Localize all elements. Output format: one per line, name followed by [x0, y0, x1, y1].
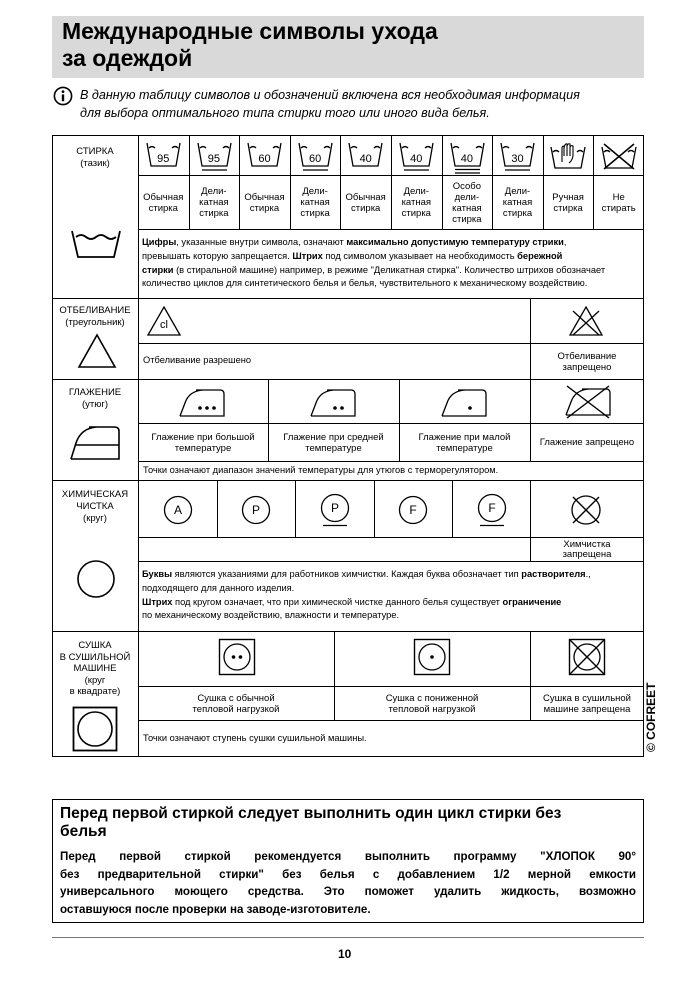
- wash-symbol-60-delicate: [290, 136, 341, 175]
- bold-text: Штрих: [292, 250, 323, 261]
- wash-label: [290, 176, 341, 229]
- wash-label-line: Не: [612, 191, 625, 203]
- wash-temp: 40: [460, 152, 474, 165]
- dry-clean-description: [142, 568, 642, 623]
- text: ,: [563, 237, 567, 247]
- dry-clean-header-line-3: (круг): [83, 513, 107, 524]
- tumble-header-line: МАШИНЕ: [73, 663, 117, 674]
- dry-clean-symbol-f-gentle: [477, 493, 507, 527]
- text: под символом указывает на необходимость: [322, 250, 518, 261]
- no-bleach-icon: [568, 305, 604, 337]
- grid-line: [295, 480, 296, 537]
- wash-label-line: стирка: [148, 202, 178, 214]
- wash-symbol-40-very-delicate: [442, 136, 493, 175]
- label-line: Отбеливание: [557, 350, 617, 362]
- bleach-symbol-text: cl: [160, 318, 168, 331]
- bleach-allowed-symbol: [146, 305, 182, 337]
- dry-clean-symbol-a: [163, 495, 193, 525]
- wash-label: [340, 176, 391, 229]
- iron-high-temp-icon: [177, 387, 227, 418]
- tumble-dry-icon: [72, 706, 118, 752]
- notice-text-line: оставшуюся после проверки на заводе-изготовителе.: [60, 902, 371, 916]
- wash-label-line: катная: [502, 197, 533, 208]
- wash-label-line: Ручная: [552, 191, 584, 203]
- label-line: Глажение при средней: [283, 431, 384, 443]
- label-line: Сушка с пониженной: [385, 692, 479, 704]
- wash-symbol-95-delicate: [189, 136, 240, 175]
- wash-label-line: стирка: [502, 208, 533, 219]
- wash-desc-line-3: [142, 264, 642, 278]
- label-line: Сушка с обычной: [197, 692, 275, 704]
- wash-label: [239, 176, 290, 229]
- grid-line: [374, 480, 375, 537]
- dry-clean-header-line-2: ЧИСТКА: [76, 501, 114, 512]
- grid-line: [52, 298, 644, 299]
- bold-text: стирки: [142, 264, 174, 275]
- text: под кругом означает, что при химической чистке данного белья существует: [172, 596, 503, 607]
- tumble-header-line: в квадрате): [69, 686, 121, 697]
- dry-clean-desc-line-1: [142, 568, 642, 582]
- dry-clean-symbol-p-gentle: [320, 493, 350, 527]
- iron-label: [268, 424, 399, 461]
- grid-line: [52, 631, 644, 632]
- wash-label: [138, 176, 189, 229]
- iron-dots-note: Точки означают диапазон значений температуры для утюгов с терморегулятором.: [143, 465, 499, 475]
- wash-label-line: стирка: [300, 208, 330, 219]
- wash-desc-line-4: количество циклов для синтетического белья и белья, чувствительного к механическому воздействию.: [142, 278, 588, 289]
- wash-desc-line-1: [142, 236, 642, 250]
- wash-label: [492, 176, 543, 229]
- wash-temp: 30: [511, 152, 524, 165]
- wash-temp: 60: [258, 152, 271, 165]
- label-line: Глажение при малой: [418, 431, 511, 443]
- info-icon: [53, 86, 73, 106]
- tumble-label: [530, 687, 644, 720]
- grid-line: [138, 720, 644, 721]
- tumble-label: [138, 687, 334, 720]
- text: являются указаниями для работников химчистки. Каждая буква обозначает тип: [172, 569, 522, 579]
- tumble-dots-note: Точки означают ступень сушки сушильной машины.: [143, 733, 367, 743]
- circle-icon: [76, 559, 116, 599]
- no-tumble-dry-icon: [568, 638, 606, 676]
- grid-line: [452, 480, 453, 537]
- notice-text-line: Перед первой стиркой рекомендуется выполнить программу "ХЛОПОК 90°: [60, 850, 636, 863]
- dry-clean-forbidden-label: [530, 538, 644, 561]
- do-not-wash-icon: [601, 142, 637, 170]
- iron-medium-temp-icon: [308, 387, 358, 418]
- grid-line: [138, 561, 644, 562]
- wash-label-line: катная: [199, 197, 229, 208]
- wash-label-line: Обычная: [244, 191, 285, 203]
- wash-description: [142, 236, 642, 291]
- iron-header: [54, 387, 136, 411]
- bleach-header-line-1: ОТБЕЛИВАНИЕ: [59, 305, 131, 316]
- wash-temp: 95: [207, 152, 221, 165]
- page-title-line-2: за одеждой: [62, 45, 193, 71]
- bold-text: Цифры: [142, 237, 177, 247]
- dry-clean-header-line-1: ХИМИЧЕСКАЯ: [61, 489, 129, 500]
- wash-label-line: катная: [300, 197, 330, 208]
- wash-label-line: катная: [452, 202, 482, 214]
- iron-header-line-1: ГЛАЖЕНИЕ: [68, 387, 122, 398]
- wash-label: [593, 176, 644, 229]
- solvent-letter: P: [251, 502, 260, 517]
- tumble-label: [334, 687, 530, 720]
- wash-symbol-30-delicate: [492, 136, 543, 175]
- tumble-header-line: В СУШИЛЬНОЙ: [59, 651, 131, 663]
- dry-clean-symbol-f: [398, 495, 428, 525]
- label-line: запрещено: [562, 361, 612, 373]
- solvent-letter: P: [330, 500, 339, 515]
- intro-line-1: В данную таблицу символов и обозначений включена вся необходимая информация: [80, 88, 580, 102]
- text: .,: [585, 569, 591, 579]
- wash-desc-line-2: [142, 250, 642, 264]
- text: превышать которую запрещается.: [142, 250, 293, 261]
- label-line: температуре: [436, 442, 493, 454]
- wash-label-line: стирать: [601, 202, 636, 214]
- wash-label-line: Обычная: [143, 191, 184, 203]
- label-line: Химчистка: [563, 538, 611, 550]
- wash-label-line: дели-: [454, 191, 480, 203]
- wash-label-line: стирка: [401, 208, 431, 219]
- wash-temp: 60: [308, 152, 322, 165]
- wash-symbol-40-delicate: [391, 136, 442, 175]
- dry-clean-desc-line-4: по механическому воздействию, влажности и температуре.: [142, 610, 400, 621]
- grid-line: [52, 379, 644, 380]
- wash-symbol-40-normal: [340, 136, 391, 175]
- notice-text: [60, 848, 636, 918]
- wash-label: [189, 176, 240, 229]
- tumble-header-line: (круг: [84, 674, 106, 686]
- wash-label-line: Дели-: [201, 186, 227, 197]
- wash-label-line: Дели-: [504, 186, 531, 197]
- wash-label-line: Дели-: [403, 186, 429, 197]
- grid-line: [52, 480, 644, 481]
- intro-line-2: для выбора оптимального типа стирки того или иного вида белья.: [80, 106, 490, 120]
- washtub-icon: [70, 229, 122, 259]
- bleach-header-line-2: (треугольник): [65, 317, 125, 328]
- bold-text: Штрих: [142, 596, 173, 607]
- hand-wash-icon: [550, 142, 586, 170]
- solvent-letter: F: [488, 500, 496, 515]
- no-iron-icon: [563, 385, 613, 419]
- tumble-header-line: СУШКА: [78, 640, 112, 651]
- wash-temp: 95: [157, 152, 170, 165]
- dry-clean-header: [54, 489, 136, 525]
- bold-text: Буквы: [142, 569, 173, 579]
- wash-symbol-60-normal: [239, 136, 290, 175]
- bold-text: ограничение: [502, 596, 562, 607]
- text: , указанные внутри символа, означают: [176, 237, 347, 247]
- iron-label: [530, 424, 644, 461]
- solvent-letter: A: [173, 502, 182, 517]
- page-title-line-1: Международные символы ухода: [62, 18, 438, 44]
- solvent-letter: F: [409, 502, 417, 517]
- iron-header-line-2: (утюг): [81, 399, 109, 410]
- iron-low-temp-icon: [439, 387, 489, 418]
- triangle-icon: [77, 333, 117, 369]
- no-dry-clean-icon: [569, 493, 603, 527]
- label-line: запрещена: [562, 548, 612, 560]
- wash-label-line: стирка: [452, 213, 482, 225]
- label-line: Сушка в сушильной: [543, 692, 631, 704]
- wash-label-line: стирка: [249, 202, 280, 214]
- notice-text-line: без предварительной стирки" без белья с добавлением 1/2 мерной емкости: [60, 867, 636, 881]
- bold-text: максимально допустимую температуру стрики: [346, 237, 564, 247]
- notice-title-line-2: белья: [60, 823, 107, 840]
- tumble-dry-header: [54, 640, 136, 698]
- wash-label-line: стирка: [553, 202, 583, 214]
- bleach-header: [52, 305, 138, 329]
- wash-label-line: катная: [401, 197, 432, 208]
- dry-clean-symbol-p: [241, 495, 271, 525]
- grid-line: [138, 229, 644, 230]
- wash-label: [442, 176, 493, 229]
- bleach-forbidden-label: [530, 344, 644, 379]
- label-line: тепловой нагрузкой: [192, 703, 280, 715]
- iron-icon: [67, 425, 123, 461]
- wash-label: [391, 176, 442, 229]
- page-number: 10: [338, 947, 352, 961]
- page-title: [62, 18, 438, 72]
- dry-clean-desc-line-3: [142, 596, 642, 610]
- grid-line: [138, 461, 644, 462]
- label-line: машине запрещена: [543, 703, 631, 715]
- tumble-dry-normal-icon: [218, 638, 256, 676]
- wash-header-line-1: СТИРКА: [76, 146, 114, 157]
- wash-temp: 40: [359, 152, 372, 165]
- copyright-text: © COFREET: [644, 682, 658, 752]
- wash-header-line-2: (тазик): [80, 158, 110, 169]
- wash-symbol-95-normal: [138, 136, 189, 175]
- wash-label-line: стирка: [199, 208, 229, 219]
- wash-label-line: стирка: [351, 202, 381, 214]
- wash-label: [543, 176, 594, 229]
- dry-clean-desc-line-2: подходящего для данного изделия.: [142, 582, 295, 593]
- wash-label-line: Обычная: [345, 191, 386, 203]
- wash-label-line: Дели-: [302, 186, 328, 197]
- intro-text: [80, 86, 660, 122]
- iron-label: [399, 424, 530, 461]
- footer-divider: [52, 937, 644, 938]
- label-line: температуре: [305, 442, 362, 454]
- wash-header: [54, 146, 136, 170]
- bleach-allowed-label: Отбеливание разрешено: [143, 355, 252, 365]
- notice-text-line: универсального моющего средства. Это поможет удалить жидкость, возможно: [60, 885, 636, 898]
- grid-line: [217, 480, 218, 537]
- label-line: Глажение запрещено: [539, 437, 635, 448]
- tumble-dry-low-icon: [413, 638, 451, 676]
- label-line: температуре: [174, 442, 232, 454]
- notice-title: [60, 805, 640, 841]
- bold-text: бережной: [517, 250, 563, 261]
- label-line: тепловой нагрузкой: [388, 703, 476, 715]
- text: (в стиральной машине) например, в режиме "Деликатная стирка". Количество штрихов обозначает: [173, 264, 606, 275]
- iron-label: [138, 424, 268, 461]
- label-line: Глажение при большой: [151, 431, 255, 443]
- wash-temp: 40: [410, 152, 423, 165]
- bold-text: растворителя: [521, 569, 586, 579]
- notice-title-line-1: Перед первой стиркой следует выполнить один цикл стирки без: [60, 805, 562, 822]
- wash-label-line: Особо: [452, 180, 482, 192]
